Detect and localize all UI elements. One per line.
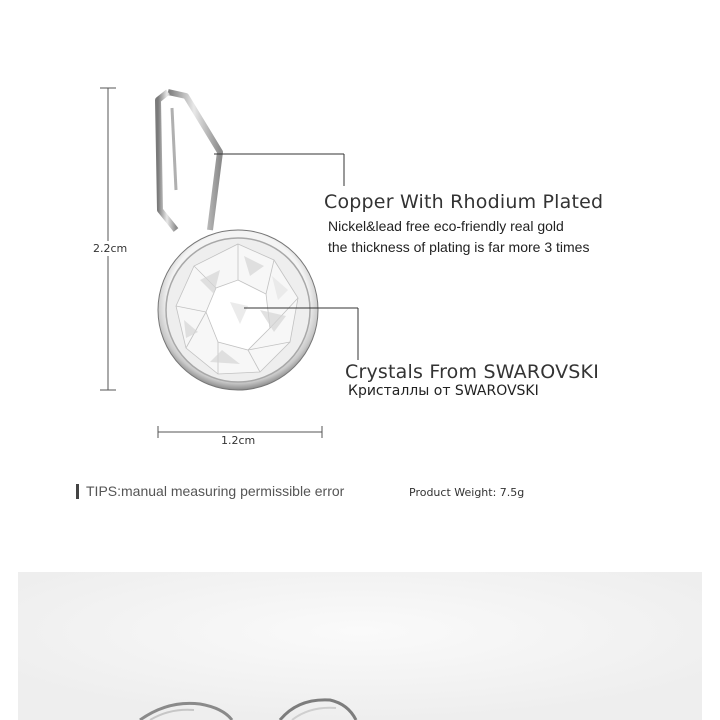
crystal-leader-line bbox=[240, 304, 364, 364]
metal-leader-line bbox=[210, 150, 350, 190]
height-dimension-line bbox=[96, 84, 120, 394]
height-label: 2.2cm bbox=[93, 242, 128, 255]
metal-callout-line1: Nickel&lead free eco-friendly real gold bbox=[328, 218, 564, 234]
metal-callout-title: Copper With Rhodium Plated bbox=[324, 191, 604, 213]
width-label: 1.2cm bbox=[221, 434, 256, 447]
product-photo bbox=[18, 572, 702, 720]
product-weight: Product Weight: 7.5g bbox=[409, 486, 525, 499]
tips-bar-marker bbox=[76, 484, 79, 499]
crystal-callout-title: Crystals From SWAROVSKI bbox=[345, 361, 599, 383]
earring-photo-image bbox=[18, 572, 702, 720]
metal-callout-line2: the thickness of plating is far more 3 times bbox=[328, 239, 590, 255]
tips-text: TIPS:manual measuring permissible error bbox=[86, 483, 345, 499]
earring-image bbox=[140, 80, 360, 420]
crystal-callout-subtitle: Кристаллы от SWAROVSKI bbox=[348, 383, 539, 399]
